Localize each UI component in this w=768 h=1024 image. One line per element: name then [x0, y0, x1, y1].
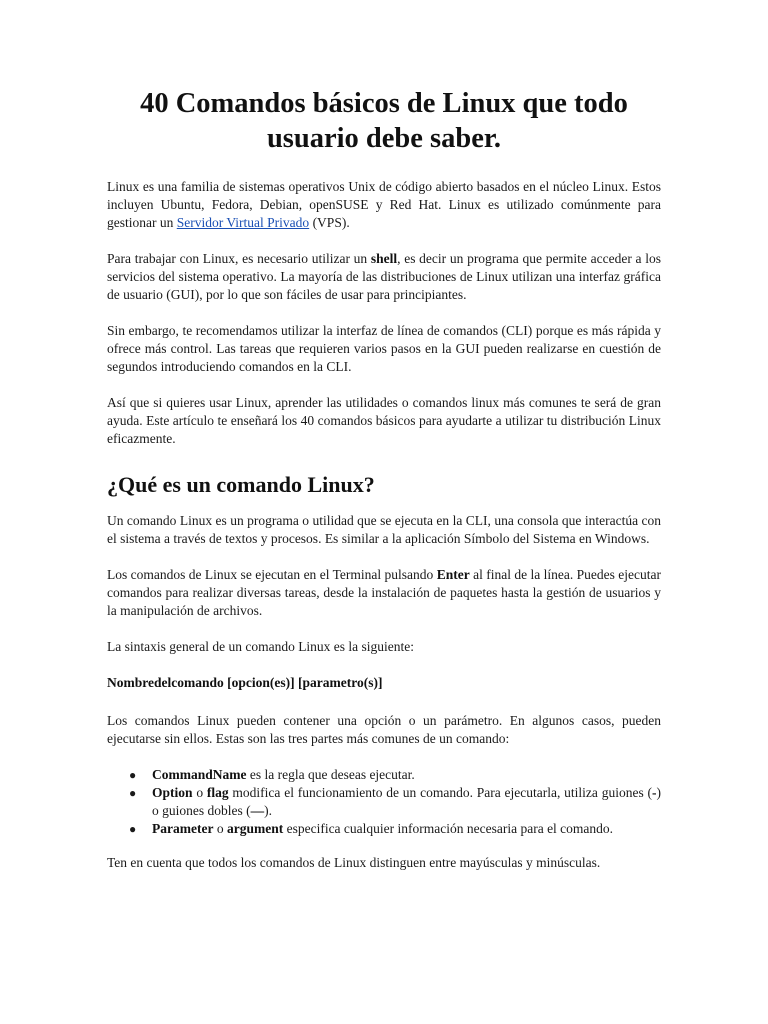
option-desc-3: ). [264, 803, 272, 818]
commandname-term: CommandName [152, 767, 247, 782]
section-paragraph-5: Ten en cuenta que todos los comandos de Linux distinguen entre mayúsculas y minúsculas. [107, 855, 601, 870]
intro-paragraph-2 [107, 250, 661, 304]
option-desc-2: ) o guiones dobles ( [152, 785, 662, 818]
intro-paragraph-4: Así que si quieres usar Linux, aprender las utilidades o comandos linux más comunes te será de gran ayuda. Este artículo te enseñará los 40 comandos básicos para ayudarte a utilizar tu distribución Linux eficazmente. [107, 395, 661, 446]
bullet-icon: ● [129, 822, 137, 836]
option-connector: o [192, 785, 207, 800]
option-desc: modifica el funcionamiento de un comando. Para ejecutarla, utiliza guiones ( [228, 785, 653, 800]
commandname-desc: es la regla que deseas ejecutar. [246, 767, 415, 782]
intro-p1-text-a: Linux es una familia de sistemas operativos Unix de código abierto basados en el núcleo Linux. Estos incluyen Ubuntu, Fedora, Debian, openSUSE y Red Hat. Linux es utilizado comúnmente para gestionar un [107, 179, 661, 230]
intro-p2-text-b: , es decir un programa que permite acceder a los servicios del sistema operativo. La mayoría de las distribuciones de Linux utilizan una interfaz gráfica de usuario (GUI), por lo que son fáciles de usar para principiantes. [107, 251, 661, 302]
vps-link[interactable]: Servidor Virtual Privado [176, 215, 310, 230]
shell-term: shell [370, 251, 398, 266]
double-dash: — [250, 803, 265, 818]
bullet-icon: ● [129, 786, 137, 800]
section-heading: ¿Qué es un comando Linux? [107, 472, 375, 497]
syntax-text: Nombredelcomando [opcion(es)] [parametro(s)] [107, 675, 383, 690]
list-item-parameter [129, 820, 661, 838]
enter-key-term: Enter [436, 567, 470, 582]
command-parts-list [107, 766, 661, 838]
parameter-term: Parameter [152, 821, 214, 836]
list-item-option [129, 784, 662, 820]
section-paragraph-4: Los comandos Linux pueden contener una opción o un parámetro. En algunos casos, pueden ejecutarse sin ellos. Estas son las tres partes más comunes de un comando: [107, 713, 661, 746]
bullet-icon: ● [129, 768, 137, 782]
intro-paragraph-3: Sin embargo, te recomendamos utilizar la interfaz de línea de comandos (CLI) porque es más rápida y ofrece más control. Las tareas que requieren varios pasos en la GUI pueden realizarse en cuestión de segundos introduciendo comandos en la CLI. [107, 323, 661, 374]
intro-p1-text-b: (VPS). [309, 215, 350, 230]
section-p2-text-b: al final de la línea. Puedes ejecutar comandos para realizar diversas tareas, desde la instalación de paquetes hasta la gestión de usuarios y la manipulación de archivos. [107, 567, 661, 618]
argument-term: argument [226, 821, 284, 836]
intro-p2-text-a: Para trabajar con Linux, es necesario utilizar un [107, 251, 371, 266]
single-dash: - [652, 785, 657, 800]
parameter-desc: especifica cualquier información necesaria para el comando. [283, 821, 614, 836]
section-paragraph-2 [107, 566, 661, 620]
flag-term: flag [206, 785, 229, 800]
option-term: Option [152, 785, 193, 800]
intro-paragraph-1 [107, 178, 661, 232]
section-paragraph-1: Un comando Linux es un programa o utilidad que se ejecuta en la CLI, una consola que interactúa con el sistema a través de textos y procesos. Es similar a la aplicación Símbolo del Sistema en Windows. [107, 513, 661, 546]
section-p2-text-a: Los comandos de Linux se ejecutan en el Terminal pulsando [107, 567, 437, 582]
parameter-connector: o [213, 821, 227, 836]
document-title: 40 Comandos básicos de Linux que todo usuario debe saber. [140, 88, 628, 154]
list-item-commandname [129, 766, 661, 784]
command-syntax [107, 674, 661, 692]
section-paragraph-3: La sintaxis general de un comando Linux es la siguiente: [107, 639, 415, 654]
document-page [107, 86, 661, 890]
